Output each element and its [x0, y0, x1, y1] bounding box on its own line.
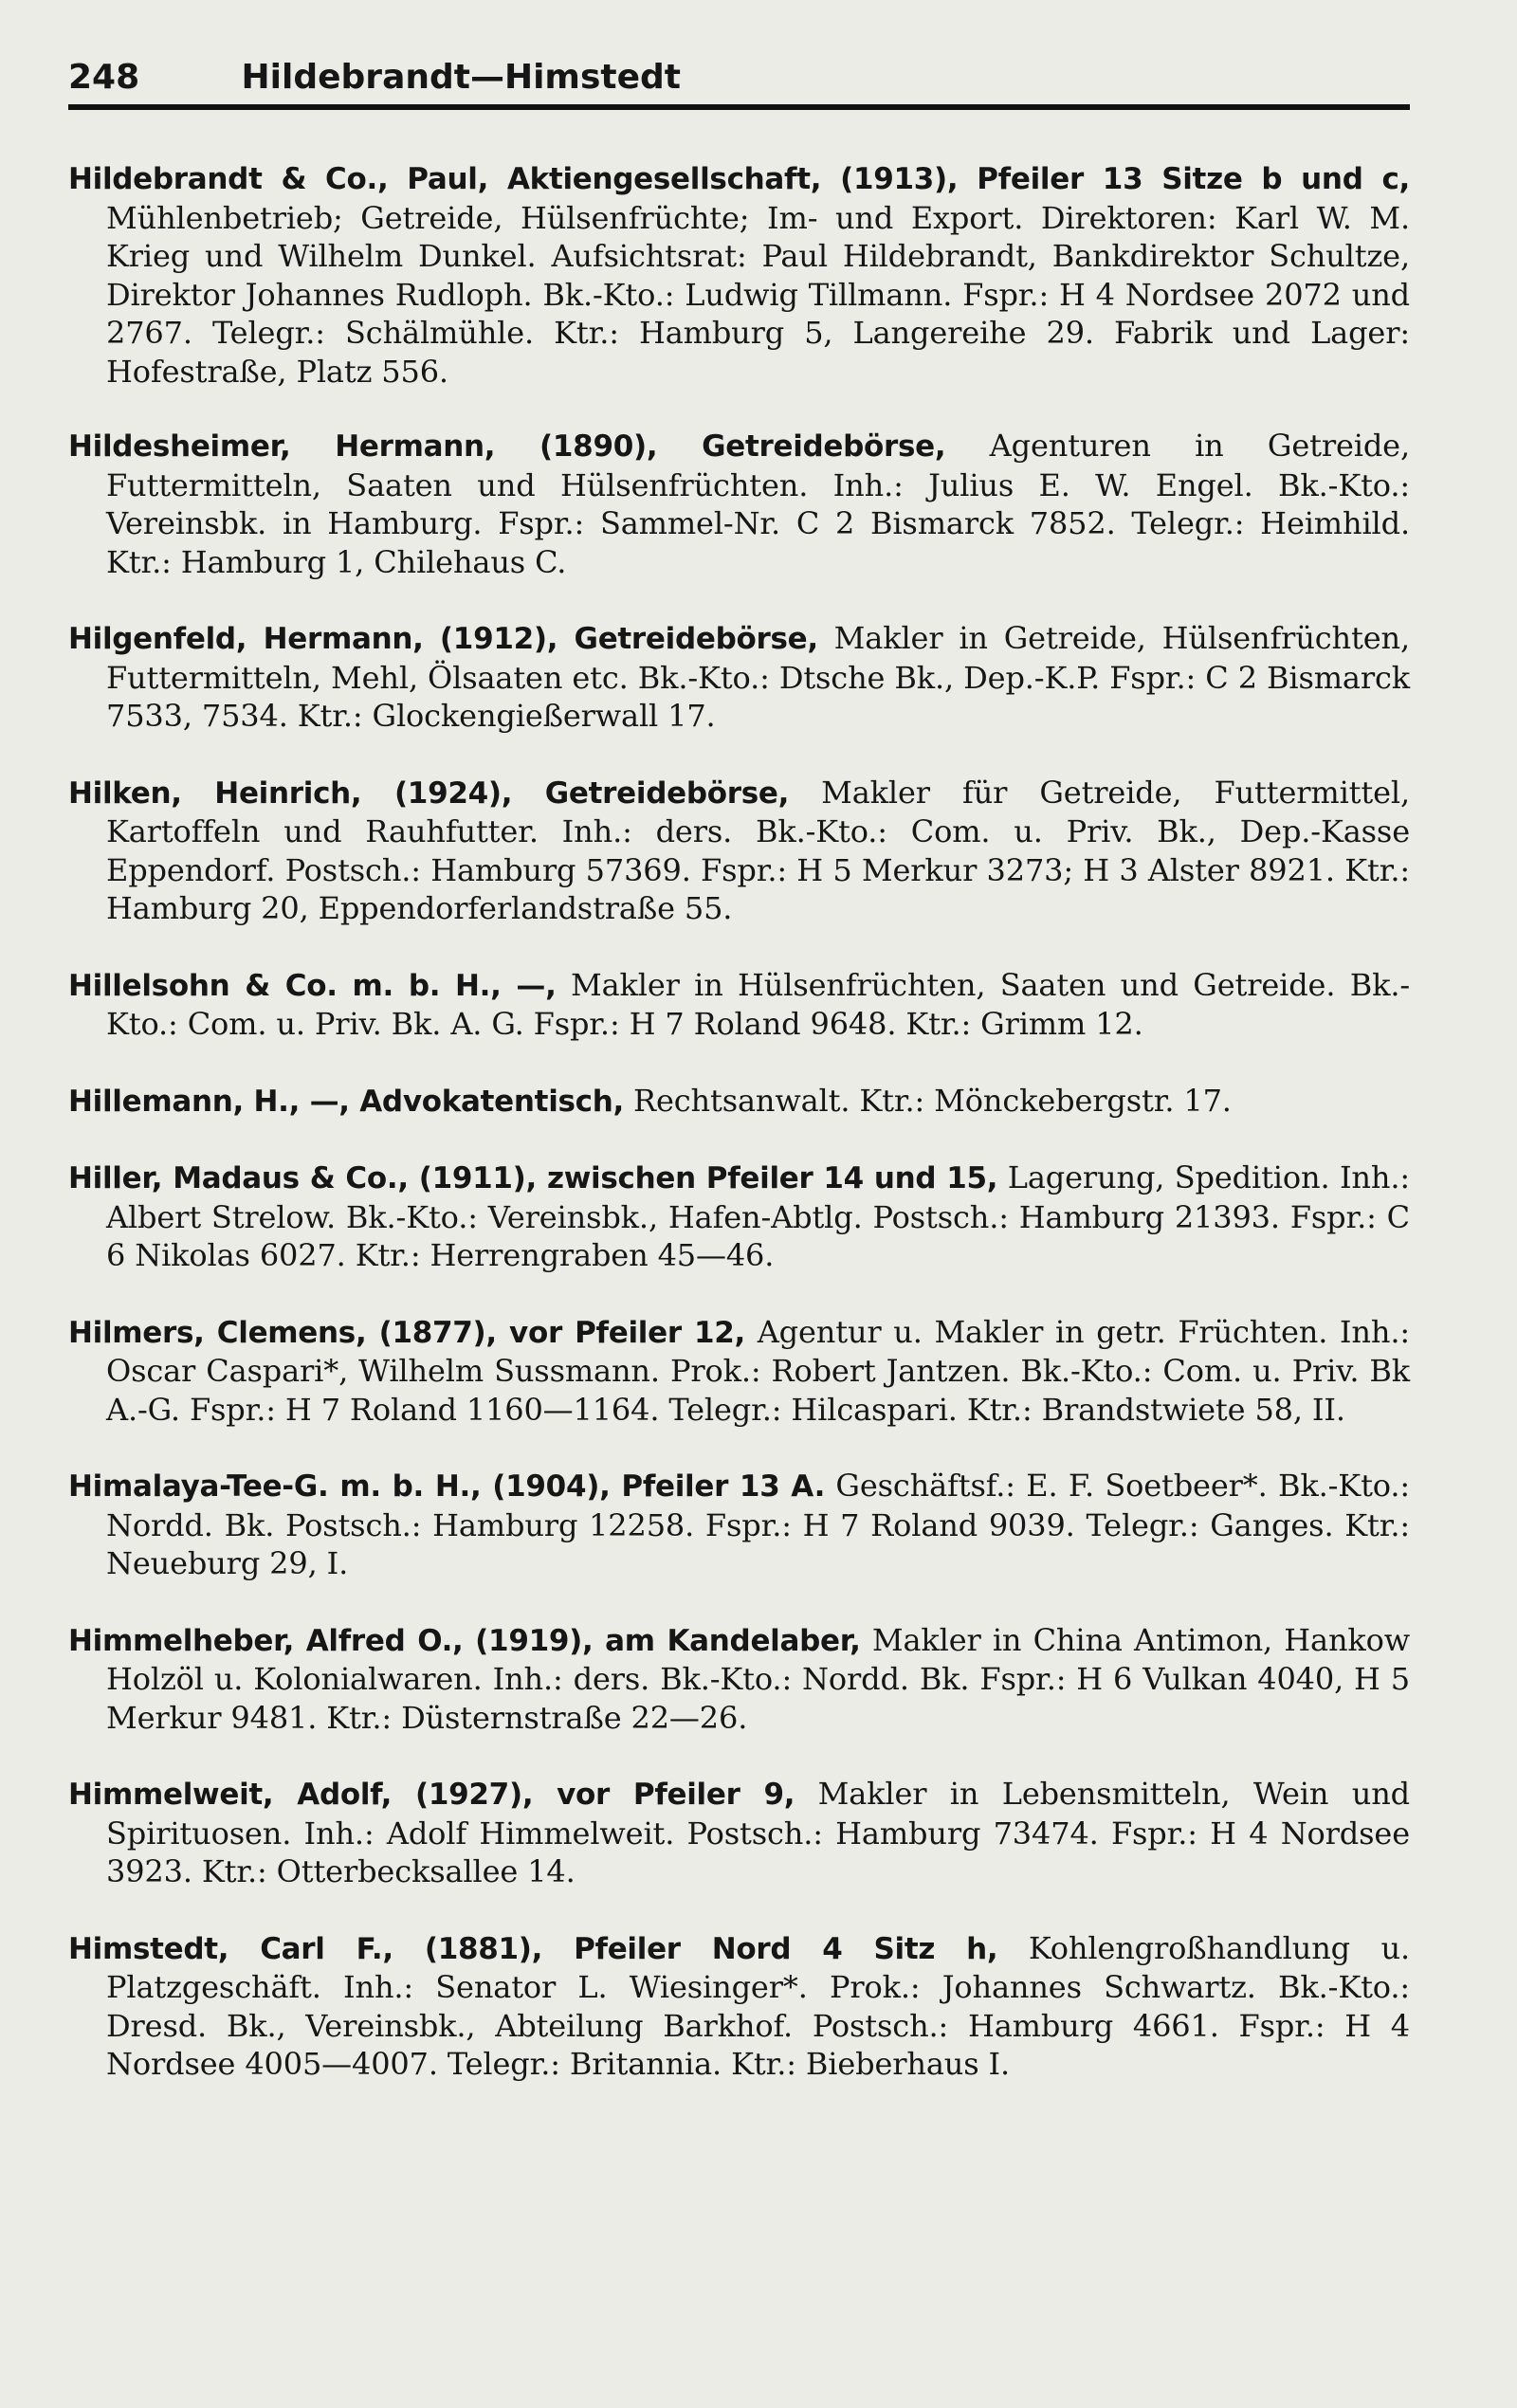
running-title: Hildebrandt—Himstedt: [241, 58, 681, 97]
directory-entry-hilgenfeld: [68, 619, 1410, 736]
entry-heading: Hillelsohn & Co. m. b. H., —,: [68, 968, 557, 1003]
entry-body: Agenturen in Getreide, Futtermitteln, Saaten und Hülsenfrüchten. Inh.: Julius E. W. Engel. Bk.-Kto.: Vereinsbk. in Hamburg. Fspr.: Sammel-Nr. C 2 Bismarck 7852. Telegr.: Heimhild. Ktr.: Hamburg 1, Chilehaus C.: [106, 428, 1410, 580]
entry-heading: Hilgenfeld, Hermann, (1912), Getreidebörse,: [68, 622, 818, 656]
entry-heading: Hildesheimer, Hermann, (1890), Getreidebörse,: [68, 429, 946, 464]
directory-entry-hilken: [68, 774, 1410, 928]
page-number: 248: [68, 58, 140, 97]
entry-body: Makler in Hülsenfrüchten, Saaten und Getreide. Bk.-Kto.: Com. u. Priv. Bk. A. G. Fspr.: H 7 Roland 9648. Ktr.: Grimm 12.: [106, 966, 1411, 1042]
entry-body: Mühlenbetrieb; Getreide, Hülsenfrüchte; Im- und Export. Direktoren: Karl W. M. Krieg und Wilhelm Dunkel. Aufsichtsrat: Paul Hildebrandt, Bankdirektor Schultze, Direktor Johannes Rudloph. Bk.-Kto.: Ludwig Tillmann. Fspr.: H 4 Nordsee 2072 und 2767. Telegr.: Schälmühle. Ktr.: Hamburg 5, Langereihe 29. Fabrik und Lager: Hofestraße, Platz 556.: [106, 199, 1410, 390]
directory-entry-hilmers: [68, 1313, 1410, 1430]
entry-heading: Hilken, Heinrich, (1924), Getreidebörse,: [68, 775, 790, 811]
directory-entry-hillelsohn: [68, 966, 1410, 1044]
entry-list: [68, 159, 1410, 2084]
directory-entry-himmelheber: [68, 1621, 1410, 1738]
entry-body: Geschäftsf.: E. F. Soetbeer*. Bk.-Kto.: Nordd. Bk. Postsch.: Hamburg 12258. Fspr.: H 7 Roland 9039. Telegr.: Ganges. Ktr.: Neueburg 29, I.: [106, 1468, 1410, 1581]
entry-body: Agentur u. Makler in getr. Früchten. Inh.: Oscar Caspari*, Wilhelm Sussmann. Prok.: Robert Jantzen. Bk.-Kto.: Com. u. Priv. Bk A.-G. Fspr.: H 7 Roland 1160—1164. Telegr.: Hilcaspari. Ktr.: Brandstwiete 58, II.: [106, 1313, 1410, 1428]
entry-body: Makler in Getreide, Hülsenfrüchten, Futtermitteln, Mehl, Ölsaaten etc. Bk.-Kto.: Dtsche Bk., Dep.-K.P. Fspr.: C 2 Bismarck 7533, 7534. Ktr.: Glockengießerwall 17.: [106, 620, 1410, 734]
entry-body: Lagerung, Spedition. Inh.: Albert Strelow. Bk.-Kto.: Vereinsbk., Hafen-Abtlg. Postsch.: Hamburg 21393. Fspr.: C 6 Nikolas 6027. Ktr.: Herrengraben 45—46.: [106, 1159, 1411, 1273]
header-rule: [68, 104, 1410, 110]
entry-heading: Hilmers, Clemens, (1877), vor Pfeiler 12,: [68, 1315, 746, 1350]
directory-entry-hillemann: [68, 1082, 1410, 1122]
entry-heading: Hildebrandt & Co., Paul, Aktiengesellschaft, (1913), Pfeiler 13 Sitze b und c,: [68, 162, 1410, 196]
directory-entry-himalaya: [68, 1467, 1410, 1583]
directory-entry-himstedt: [68, 1929, 1410, 2084]
entry-heading: Himmelweit, Adolf, (1927), vor Pfeiler 9,: [68, 1778, 795, 1812]
entry-body: Makler für Getreide, Futtermittel, Kartoffeln und Rauhfutter. Inh.: ders. Bk.-Kto.: Com. u. Priv. Bk., Dep.-Kasse Eppendorf. Postsch.: Hamburg 57369. Fspr.: H 5 Merkur 3273; H 3 Alster 8921. Ktr.: Hamburg 20, Eppendorferlandstraße 55.: [106, 774, 1410, 926]
entry-heading: Himmelheber, Alfred O., (1919), am Kandelaber,: [68, 1623, 861, 1658]
entry-body: Makler in Lebensmitteln, Wein und Spirituosen. Inh.: Adolf Himmelweit. Postsch.: Hamburg 73474. Fspr.: H 4 Nordsee 3923. Ktr.: Otterbecksallee 14.: [106, 1776, 1410, 1889]
entry-heading: Hiller, Madaus & Co., (1911), zwischen Pfeiler 14 und 15,: [68, 1161, 998, 1195]
entry-heading: Himalaya-Tee-G. m. b. H., (1904), Pfeiler 13 A.: [68, 1469, 826, 1504]
entry-body: Makler in China Antimon, Hankow Holzöl u. Kolonialwaren. Inh.: ders. Bk.-Kto.: Nordd. Bk. Fspr.: H 6 Vulkan 4040, H 5 Merkur 9481. Ktr.: Düsternstraße 22—26.: [106, 1621, 1410, 1736]
page-header: [68, 49, 1415, 106]
entry-body: Kohlengroßhandlung u. Platzgeschäft. Inh.: Senator L. Wiesinger*. Prok.: Johannes Schwartz. Bk.-Kto.: Dresd. Bk., Vereinsbk., Abteilung Barkhof. Postsch.: Hamburg 4661. Fspr.: H 4 Nordsee 4005—4007. Telegr.: Britannia. Ktr.: Bieberhaus I.: [106, 1929, 1410, 2082]
directory-entry-hiller: [68, 1158, 1410, 1275]
directory-entry-hildesheimer: [68, 427, 1410, 581]
entry-heading: Hillemann, H., —, Advokatentisch,: [68, 1084, 624, 1119]
entry-heading: Himstedt, Carl F., (1881), Pfeiler Nord 4 Sitz h,: [68, 1931, 998, 1966]
directory-entry-hildebrandt: [68, 159, 1410, 391]
directory-entry-himmelweit: [68, 1775, 1410, 1891]
entry-body: Rechtsanwalt. Ktr.: Mönckebergstr. 17.: [624, 1082, 1232, 1119]
